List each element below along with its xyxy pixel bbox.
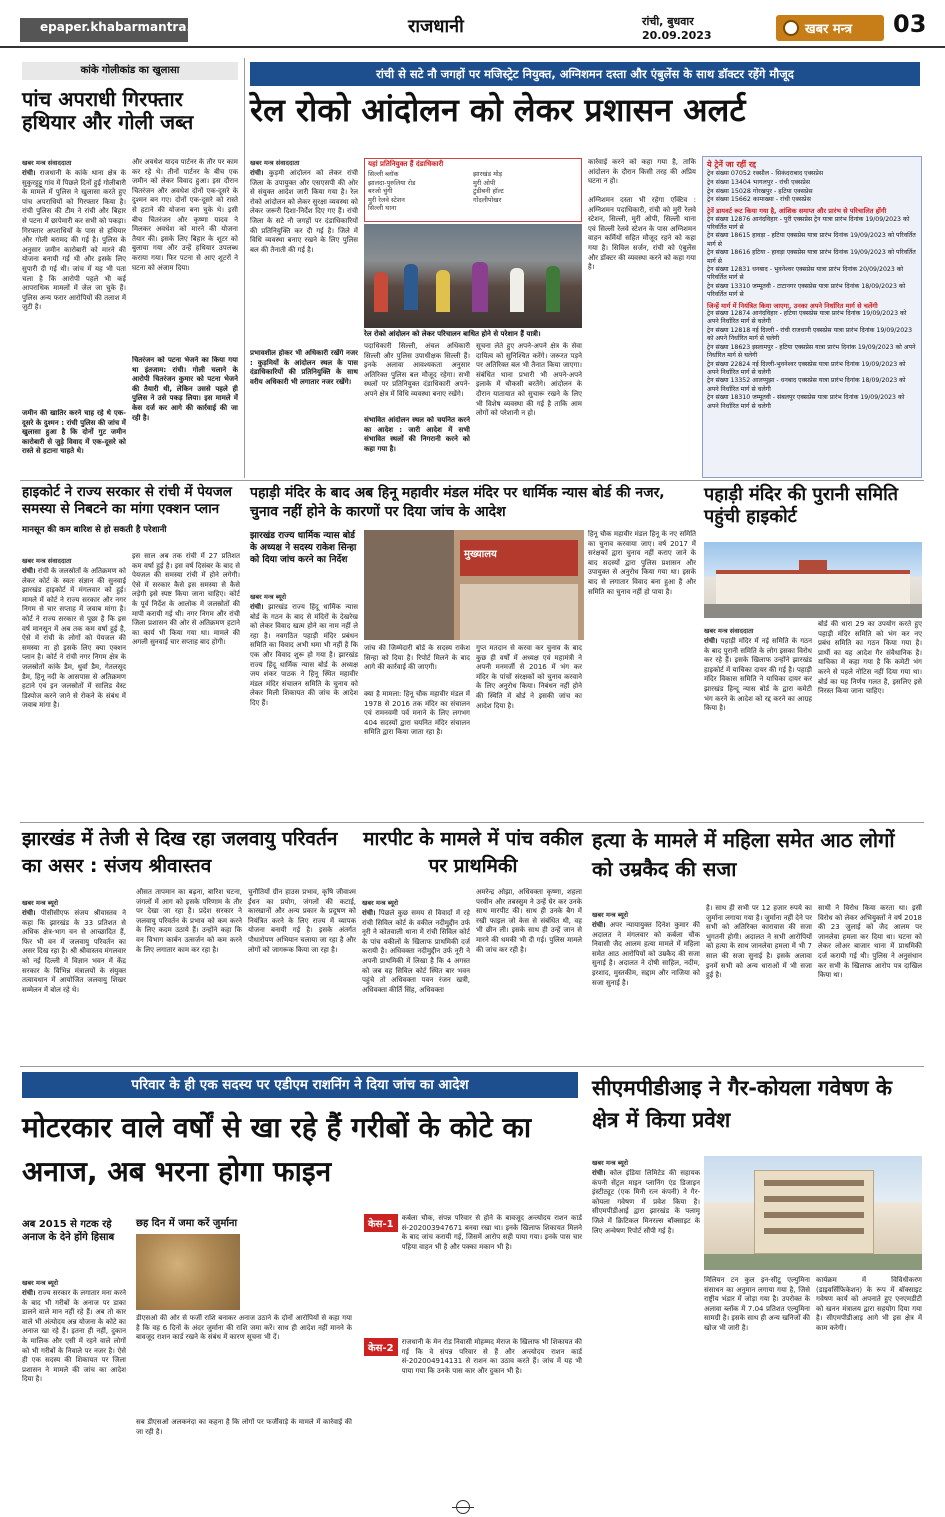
body-text: कुड़मी आंदोलन को लेकर रांची जिला के उपायुक्त और एसएसपी की ओर से संयुक्त आदेश जारी किया गया है। रेल रोको आंदोलन को लेकर सुरक्षा व्यवस्था को लेकर जरूरी दिशा-निर्देश दिए गए हैं। रांची जिला के सटे नौ जगहों पर दंडाधिकारियों की प्रतिनियुक्ति कर दी गई है। जिले में विधि व्यवस्था बनाए रखने के लिए पुलिस बल की तैनाती की गई है।: [250, 169, 358, 254]
dateline: रांची।: [22, 169, 36, 177]
cmpdi-photo: [704, 1156, 922, 1270]
murder-headline: हत्या के मामले में महिला समेत आठ लोगों को उम्रकैद की सजा: [592, 828, 895, 881]
lawyer-body-1: [362, 909, 470, 1061]
kanke-col-2: [132, 158, 238, 476]
diverted-row: ट्रेन संख्या 13310 जम्मूतवी - टाटानगर एक्सप्रेस यात्रा प्रारंभ दिनांक 18/09/2023 को परिवर्तित मार्ग से: [707, 282, 906, 299]
water-strap: मानसून की कम बारिश से हो सकती है परेशानी: [22, 525, 167, 535]
dateline: रांची।: [592, 921, 606, 929]
late-row: ट्रेन संख्या 18310 जम्मूतवी - संबलपुर एक्सप्रेस यात्रा प्रारंभ दिनांक 19/09/2023 को अपने निर्धारित मार्ग से चलेगी: [707, 394, 905, 410]
late-title: जिन्हें मार्ग में नियंत्रित किया जाएगा, उनका अपने निर्धारित मार्ग से चलेंगी: [707, 301, 878, 310]
site-item: मुरी ओपी: [473, 178, 496, 187]
late-row: ट्रेन संख्या 13352 आलप्पुझा - धनबाद एक्सप्रेस यात्रा प्रारंभ दिनांक 18/09/2023 को अपने निर्धारित मार्ग से चलेगी: [707, 377, 906, 393]
body-text: अपर न्यायायुक्त दिनेश कुमार की अदालत ने मंगलवार को कर्बला चौक निवासी जैद आलम हत्या मामले में महिला समेत आठ आरोपियों को उम्रकैद की सजा सुनाई है। अदालत ने दोषी साहिल, नदीम, इरशाद, मुस्तकीम, सद्दाम और नाजिया को सजा सुनाई है।: [592, 921, 700, 987]
late-row: ट्रेन संख्या 12874 आनंदविहार - हटिया एक्सप्रेस यात्रा प्रारंभ दिनांक 19/09/2023 को अपने निर्धारित मार्ग से चलेगी: [707, 310, 907, 326]
kanke-body-2: और अवधेश यादव पार्टनर के तौर पर काम कर रहे थे। तीनों पार्टनर के बीच एक जमीन को लेकर विवाद हुआ। इस दौरान चितरंजन और अवधेश दोनों एक-दूसरे के दुश्मन बन गए। दोनों एक-दूसरे को रास्ते से हटाने की योजना बना चुके थे। इसी बीच चितरंजन और कृष्णा यादव ने मिलकर अवधेश को मारने की योजना तैयार की। इसके लिए बिहार के शूटर को बुलाया गया और उन्हें हथियार उपलब्ध कराया गया। फिर पटना से आए शूटरों ने घटना को अंजाम दिया।: [132, 158, 238, 272]
climate-col-3: चुनौतियों ग्रीन हाउस प्रभाव, कृषि जीवाश्म ईंधन का प्रयोग, जंगलों की कटाई, कारखानों और अन्य प्रकार के प्रदूषण को नियंत्रित करने के लिए राज्य में व्यापक योजना बनायी गई है। इसके अंतर्गत पौधारोपण अभियान चलाया जा रहा है और लोगों को जागरूक किया जा रहा है।: [248, 888, 356, 954]
murder-col-2: है। साथ ही सभी पर 12 हजार रुपये का जुर्माना लगाया गया है। जुर्माना नहीं देने पर सभी को अतिरिक्त कारावास की सजा भुगतनी होगी। अदालत ने सभी आरोपियों को हत्या के साथ जानलेवा हमला में भी 7 साल की सजा सुनाई है। इसके अलावा इनमें सभी को अन्य धाराओं में भी सजा हुई है।: [706, 904, 812, 980]
pahadi-body-2: जांच की जिम्मेदारी बोर्ड के सदस्य राकेश सिन्हा को दिया है। रिपोर्ट मिलने के बाद आगे की कार्रवाई की जाएगी।: [364, 644, 470, 672]
site-item: झारखंड मोड़: [473, 170, 503, 178]
rail-sub-4: अग्निशमन दस्ता भी रहेगा एक्टिव : अग्निशमन पदाधिकारी, रांची को मुरी रेलवे स्टेशन, सिल्ली, मुरी ओपी, सिल्ली थाना एवं सिल्ली रेलवे स्टेशन के पास अग्निशमन वाहन कर्मियों सहित मौजूद रहने को कहा गया है। सिविल सर्जन, रांची को एंबुलेंस और डॉक्टर की व्यवस्था करने को कहा गया है।: [588, 196, 696, 272]
grain-col-1: [22, 1278, 126, 1496]
climate-headline: झारखंड में तेजी से दिख रहा जलवायु परिवर्तन का असर : संजय श्रीवास्तव: [22, 828, 338, 877]
body-text: राजधानी के कांके थाना क्षेत्र के सुकुरहुट्टू गांव में पिछले दिनों हुई गोलीबारी के मामले में पुलिस ने खुलासा करते हुए पांच अपराधियों को गिरफ्तार किया है। रांची पुलिस की टीम ने रांची और बिहार से पटना में छापेमारी कर सभी को पकड़ा। गिरफ्तार अपराधियों के पास से हथियार और गोली बरामद की गई है। पुलिस के अनुसार जमीन कारोबारी को मारने की योजना बनायी गई थी और इसके लिए सुपारी दी गई थी। जांच में यह भी पता चला है कि आरोपी पहले भी कई आपराधिक मामलों में जेल जा चुके हैं। पुलिस अन्य फरार आरोपियों की तलाश में जुटी है।: [22, 169, 126, 312]
rail-body-4: कार्रवाई करने को कहा गया है, ताकि आंदोलन के दौरान किसी तरह की अप्रिय घटना न हो।: [588, 158, 696, 186]
dateline: रांची।: [592, 1169, 606, 1177]
grain-banner: [22, 1072, 578, 1098]
kanke-kicker-box: [22, 62, 238, 80]
byline: खबर मन्त्र संवाददाता: [250, 159, 300, 167]
city-day: रांची, बुधवार: [642, 15, 694, 28]
site-item: टुंडीबनी हॉल्ट: [473, 187, 504, 196]
grain-body-2: डीएसओ की ओर से फर्जी राशि बनाकर अनाज उठाने के दोनों आरोपियों से कहा गया है कि वह 6 दिनों के अंदर जुर्माना की राशि जमा करें। साथ ही आदेश नहीं मानने के बावजूद राशन कार्ड रखने के संबंध में कारण सूचना भी दें।: [136, 1314, 352, 1342]
grain-photo: [136, 1234, 240, 1310]
body-text: राज्य सरकार के लगातार मना करने के बाद भी गरीबों के अनाज पर डाका डालने वाले मान नहीं रहे हैं। अब तो कार वाले भी अंत्योदय अन्न योजना के कोटे का अनाज खा रहे हैं। इतना ही नहीं, दुकान के मालिक और एसी में रहने वाले लोगों को भी गरीबों के निवाले पर नजर है। ऐसे ही एक सदस्य की शिकायत पर जिला प्रशासन ने मामले की जांच का आदेश दिया है।: [22, 1289, 126, 1384]
divider: [20, 822, 924, 823]
body-text: रांची के जलस्रोतों के अतिक्रमण को लेकर कोर्ट के स्वतः संज्ञान की सुनवाई झारखंड हाइकोर्ट में मंगलवार को हुई। मामले में कोर्ट ने राज्य सरकार और नगर निगम से चार सप्ताह में जवाब मांगा है। कोर्ट ने राज्य सरकार से पूछा है कि इस वर्ष मानसून में अब तक कम वर्षा हुई है, ऐसे में रांची के लोगों को पेयजल की समस्या ना हो इसके लिए क्या एक्शन प्लान है। कोर्ट ने रांची नगर निगम क्षेत्र के जलस्रोतों कांके डैम, धुर्वा डैम, गेतलसूद डैम, हिनू नदी के आसपास से अतिक्रमण हटाने एवं इन जलस्रोतों में सालिड वेस्ट डिस्पोज करने जाने से रोकने के संबंध में जवाब मांगा है।: [22, 567, 126, 710]
dateline: रांची।: [22, 909, 36, 917]
murder-col-3: साथी ने विरोध किया करता था। इसी विरोध को लेकर अभियुक्तों ने वर्ष 2018 की 23 जुलाई को जैद आलम पर जानलेवा हमला कर दिया था। घटना को लेकर लोअर बाजार थाना में प्राथमिकी दर्ज करायी गई थी। पुलिस ने अनुसंधान कर सभी के खिलाफ आरोप पत्र दाखिल किया था।: [818, 904, 922, 980]
brand-logo-icon: [783, 20, 799, 36]
lawyer-headline: मारपीट के मामले में पांच वकील पर प्राथमिकी: [363, 828, 583, 877]
grain-sub: अब 2015 से गटक रहे अनाज के देने होंगे हिसाब: [22, 1219, 115, 1243]
site-item: सिल्ली ब्लॉक: [368, 170, 399, 178]
kanke-sub-2: चितरंजन को पटना भेजने का किया गया था इंतजाम: रांची। गोली चलाने के आरोपी चितरंजन कुमार को पटना भेजने की तैयारी थी, लेकिन उससे पहले ही पुलिस ने उसे पकड़ लिया। इस मामले में केस दर्ज कर आगे की कार्रवाई की जा रही है।: [132, 356, 238, 422]
train-row: ट्रेन संख्या 07052 रक्सौल - सिकंदराबाद एक्सप्रेस: [707, 170, 824, 177]
signboard-text: मुख्यालय: [464, 549, 497, 560]
water-col-2: इस साल अब तक रांची में 27 प्रतिशत कम वर्षा हुई है। इस वर्ष दिसंबर के बाद से पेयजल की समस्या रांची में होने लगेगी। ऐसे में सरकार कैसे इस समस्या से कैसे लड़ेगी इसे स्पष्ट किया जाना चाहिए। कोर्ट के पूर्व निर्देश के आलोक में जलस्रोतों की मापी करायी गई थी। नगर निगम और रांची जिला प्रशासन की ओर से अतिक्रमण हटाने का कार्य भी किया गया था। मामले की अगली सुनवाई चार सप्ताह बाद होगी।: [132, 552, 240, 647]
rail-strap-text: रांची से सटे नौ जगहों पर मजिस्ट्रेट नियुक्त, अग्निशमन दस्ता और एंबुलेंस के साथ डॉक्टर रहेंगे मौजूद: [376, 67, 794, 81]
grain-case-1: [364, 1214, 582, 1334]
site-item: झालदा-पुरुलिया रोड: [368, 178, 416, 187]
cmpdi-col-1: [592, 1158, 700, 1496]
climate-col-2: औसत तापमान का बढ़ना, बारिश घटना, जंगलों में आग को इसके परिणाम के तौर पर देखा जा रहा है। प्रदेश सरकार ने जलवायु परिवर्तन के प्रभाव को कम करने के लिए कदम उठाये हैं। उन्होंने कहा कि वन विभाग कार्बन उत्सर्जन को कम करने के लिए लगातार काम कर रहा है।: [136, 888, 242, 954]
byline: खबर मन्त्र संवाददाता: [22, 557, 72, 565]
pahadi-kicker: झारखंड राज्य धार्मिक न्यास बोर्ड के अध्यक्ष ने सदस्य राकेश सिन्हा को दिया जांच करने का निर्देश: [250, 531, 357, 565]
lawyer-col-2: अमरेन्द्र ओझा, अधिवक्ता कृष्णा, शहला परवीन और तबस्सुम ने उन्हें घेर कर उनके साथ मारपीट की। साथ ही उनके बैग में रखी फाइल जो केस से संबंधित थी, वह भी छीन ली। इसके साथ ही उन्हें जान से मारने की धमकी भी दी गई। पुलिस मामले की जांच कर रही है।: [476, 888, 582, 954]
byline: खबर मन्त्र ब्यूरो: [22, 1279, 59, 1287]
registration-mark-cross: [452, 1507, 474, 1508]
late-row: ट्रेन संख्या 18623 इस्लामपुर - हटिया एक्सप्रेस यात्रा प्रारंभ दिनांक 19/09/2023 को अपने निर्धारित मार्ग से चलेगी: [707, 343, 916, 360]
grain-box-title: छह दिन में जमा करें जुर्माना: [136, 1218, 238, 1229]
highcourt-photo: [704, 542, 922, 618]
pahadi-headline: पहाड़ी मंदिर के बाद अब हिनू महावीर मंडल मंदिर पर धार्मिक न्यास बोर्ड की नजर, चुनाव नहीं होने के कारणों पर दिया जांच के आदेश: [250, 485, 665, 520]
divider: [20, 480, 924, 481]
divider: [20, 1066, 924, 1067]
body-text: पिछले कुछ समय से विवादों में रहे रांची सिविल कोर्ट के वकील नदीमुद्दीन उर्फ नूरी ने कोतवाली थाना में रांची सिविल कोर्ट के पांच वकीलों के खिलाफ प्राथमिकी दर्ज करायी है। अधिवक्ता नदीमुद्दीन उर्फ नूरी ने अपनी प्राथमिकी में लिखा है कि 4 अगस्त को जब वह सिविल कोर्ट स्थित बार भवन पहुंचे तो अधिवक्ता पवन रंजन खत्री, अधिवक्ता कीर्ति सिंह, अधिवक्ता: [362, 909, 470, 994]
pahadi-hc-headline: पहाड़ी मंदिर की पुरानी समिति पहुंची हाइकोर्ट: [704, 484, 899, 527]
grain-sub-2: सब डीएसओ अलकनंदा का कहना है कि लोगों पर फर्जीवाड़े के मामले में कार्रवाई की जा रही है।: [136, 1418, 352, 1436]
rail-sites-title: यहां प्रतिनियुक्त हैं दंडाधिकारी: [368, 160, 444, 168]
byline: खबर मन्त्र संवाददाता: [704, 627, 754, 635]
dateline: रांची।: [250, 169, 264, 177]
dateline: रांची।: [704, 637, 718, 645]
diverted-title: ट्रेनें डायवर्ट रूट किया गया है, आंशिक समाप्त और प्रारंभ से परिचालित होंगी: [707, 207, 887, 216]
issue-date: 20.09.2023: [642, 29, 712, 42]
rail-col-4: [588, 158, 696, 476]
cmpdi-body-1: [592, 1169, 700, 1495]
water-body-1: [22, 567, 126, 817]
body-text: कोल इंडिया लिमिटेड की सहायक कंपनी सेंट्रल माइन प्लानिंग एंड डिजाइन इंस्टीट्यूट (एक मिनी रत्न कंपनी) ने गैर-कोयला गवेषण में प्रवेश किया है। सीएमपीडीआई द्वारा झारखंड के पलामू जिले में क्रिटिकल मिनरल्स बॉक्साइट के लिए अन्वेषण रिपोर्ट सौंपी गई है।: [592, 1169, 700, 1235]
pahadi-col-3: गुप्त मतदान से करवा कर चुनाव के बाद कुछ ही वर्षों में अध्यक्ष एवं महामंत्री ने अपनी मनमर्जी से 2016 में भंग कर मंदिर के पांचों संरक्षकों को चुनाव करवाने के लिए अनुरोध किया। निबंधन नहीं होने की स्थिति में बोर्ड ने इसकी जांच का आदेश दिया है।: [476, 644, 582, 710]
pahadi-col-2: [364, 644, 470, 818]
section-title: राजधानी: [408, 16, 464, 37]
grain-banner-text: परिवार के ही एक सदस्य पर एडीएम राशनिंग ने दिया जांच का आदेश: [131, 1077, 469, 1093]
grain-body-1: [22, 1289, 126, 1495]
dateline: रांची।: [250, 603, 264, 611]
divider: [244, 58, 245, 478]
kanke-body-1: [22, 169, 126, 409]
pahadi-body-1: [250, 603, 358, 817]
rail-sites-box: [364, 158, 582, 222]
rail-train-box: [702, 156, 922, 478]
page-number: 03: [893, 10, 927, 38]
byline: खबर मन्त्र ब्यूरो: [250, 593, 287, 601]
rail-sites-list: [365, 170, 581, 213]
pahadi-col-1: [250, 592, 358, 818]
case1-badge: केस-1: [364, 1214, 398, 1232]
byline: खबर मन्त्र ब्यूरो: [592, 1159, 629, 1167]
body-text: झारखंड राज्य हिंदू धार्मिक न्यास बोर्ड के गठन के बाद से मंदिरों के देखरेख को लेकर विवाद खत्म होने का नाम नहीं ले रहा है। नवगठित पहाड़ी मंदिर प्रबंधन समिति का विवाद अभी थमा भी नहीं है कि एक और विवाद शुरू हो गया है। झारखंड राज्य हिंदू धार्मिक न्यास बोर्ड के अध्यक्ष जय शंकर पाठक ने हिनू स्थित महावीर मंडल मंदिर संचालन समिति के चुनाव को लेकर मिली शिकायत की जांच के आदेश दिए हैं।: [250, 603, 358, 707]
byline: खबर मन्त्र ब्यूरो: [592, 911, 629, 919]
case2-badge: केस-2: [364, 1338, 398, 1356]
site-item: मुरी रेलवे स्टेशन: [368, 195, 405, 204]
diverted-row: ट्रेन संख्या 12876 आनंदविहार - पुरी एक्सप्रेस ट्रेन यात्रा प्रारंभ दिनांक 19/09/2023 को परिवर्तित मार्ग से: [707, 215, 910, 231]
dateline: रांची।: [22, 567, 36, 575]
murder-col-1: [592, 910, 700, 1062]
water-headline: हाइकोर्ट ने राज्य सरकार से रांची में पेयजल समस्या से निबटने का मांगा एक्शन प्लान: [22, 484, 232, 517]
kanke-kicker: कांके गोलीकांड का खुलासा: [80, 65, 180, 76]
climate-col-1: [22, 898, 126, 1062]
masthead: [0, 0, 945, 48]
cmpdi-col-2: मिलियन टन कुल इन-सीटू एल्युमिना संसाधन का अनुमान लगाया गया है, जिसे राष्ट्रीय भंडार में जोड़ा गया है। उपरोक्त के अलावा ब्लॉक में 7.04 प्रतिशत एल्युमिना सामग्री है। इसके साथ ही अन्य खनिजों की खोज भी जारी है।: [704, 1276, 810, 1332]
diverted-row: ट्रेन संख्या 18615 हावड़ा - हटिया एक्सप्रेस यात्रा प्रारंभ दिनांक 19/09/2023 को परिवर्तित मार्ग से: [707, 232, 916, 248]
rail-photo: [364, 224, 582, 328]
climate-body-1: [22, 909, 126, 1061]
train-row: ट्रेन संख्या 15028 गोरखपुर - हटिया एक्सप्रेस: [707, 187, 813, 195]
brand-name: खबर मन्त्र: [805, 22, 853, 37]
dateline: रांची।: [22, 1289, 36, 1297]
grain-col-2: [136, 1314, 352, 1496]
site-item: बरजो चुंगी: [368, 187, 393, 196]
cmpdi-col-3: कार्यक्रम में विविधीकरण (डाइवर्सिफिकेशन) के रूप में बॉक्साइट गवेषण कार्य को अपनाते हुए एनएमडीटी को खनन मंत्रालय द्वारा सहयोग दिया गया है। सीएमपीडीआइ आगे भी इस क्षेत्र में काम करेगी।: [816, 1276, 922, 1332]
pahadi-photo: [364, 530, 584, 640]
pahadi-hc-body-1: [704, 637, 812, 817]
dateline: रांची।: [362, 909, 376, 917]
diverted-row: ट्रेन संख्या 12831 धनबाद - भुवनेश्वर एक्सप्रेस यात्रा प्रारंभ दिनांक 20/09/2023 को परिवर्तित मार्ग से: [707, 266, 904, 282]
case2-body: राजधानी के मेन रोड निवासी मोहम्मद मेराज के खिलाफ भी शिकायत की गई कि वे संपन्न परिवार से हैं और अन्त्योदय राशन कार्ड सं-202004914131 से राशन का उठाव करते हैं। जांच में यह भी पाया गया कि उनके पास कार और दुकान भी है।: [401, 1338, 582, 1375]
case1-body: कर्बला चौक, संपन्न परिवार से होने के बावजूद अन्त्योदय राशन कार्ड सं-202003947671 बनवा रखा था। इनके खिलाफ शिकायत मिलने के बाद जांच करायी गई, जिसमें आरोप सही पाया गया। इनके पास चार पहिया वाहन भी है और पक्का मकान भी है।: [401, 1214, 582, 1251]
pahadi-hc-col-2: बोर्ड की धारा 29 का उपयोग करते हुए पहाड़ी मंदिर समिति को भंग कर नए प्रबंध समिति का गठन किया गया है। प्रार्थी का यह आदेश गैर संवैधानिक है। याचिका में कहा गया है कि कमेटी भंग करने से पहले नोटिस नहीं दिया गया था। बोर्ड का यह निर्णय गलत है, इसलिए इसे निरस्त किया जाना चाहिए।: [818, 620, 922, 696]
rail-sub-1: प्रभावशील होकर भी अधिकारी रखेंगे नजर : कुड़मियों के आंदोलन स्थल के पास दंडाधिकारियों की प्रतिनियुक्ति के साथ वरीय अधिकारी भी लगातार नजर रखेंगे।: [250, 349, 358, 386]
pahadi-col-4: हिनू चौक महावीर मंडल हिनू के नए समिति का चुनाव करवाया जाए। वर्ष 2017 में सरंक्षकों द्वारा चुनाव नहीं कराए जाने के बाद सदस्यों द्वारा पुलिस प्रशासन और उपायुक्त से अनुरोध किया गया था। इसके बाद से लगातार विवाद बना हुआ है और समिति का चुनाव नहीं हो पाया है।: [588, 530, 696, 596]
site-item: सिल्ली थाना: [368, 204, 397, 213]
byline: खबर मन्त्र संवाददाता: [22, 159, 72, 167]
train-row: ट्रेन संख्या 15662 कामाख्या - रांची एक्सप्रेस: [707, 196, 811, 204]
kanke-col-1: [22, 158, 126, 476]
rail-col-2: [364, 342, 470, 476]
pahadi-hc-col-1: [704, 626, 812, 818]
byline: खबर मन्त्र ब्यूरो: [22, 899, 59, 907]
rail-body-1: [250, 169, 358, 349]
grain-case-2: [364, 1338, 582, 1496]
late-row: ट्रेन संख्या 22824 नई दिल्ली-भुवनेश्वर एक्सप्रेस यात्रा प्रारंभ दिनांक 19/09/2023 को अपने निर्धारित मार्ग से चलेगी: [707, 360, 906, 376]
rail-photo-caption: रेल रोको आंदोलन को लेकर परिचालन बाधित होने से परेशान हैं यात्री।: [364, 330, 541, 338]
rail-sub-2: संभावित आंदोलन स्थल को चयनित करने का आदेश : जारी आदेश में सभी संभावित स्थलों की निगरानी करने को कहा गया है।: [364, 416, 470, 453]
rail-strap: [250, 62, 920, 86]
water-col-1: [22, 556, 126, 818]
pahadi-sub-2: क्या है मामला: हिनू चौक महावीर मंडल में 1978 से 2016 तक मंदिर का संचालन एवं रामनवमी पर्व मनाने के लिए लगभग 404 सदस्यों द्वारा चयनित मंदिर संचालन समिति द्वारा किया जाता रहा है।: [364, 690, 470, 737]
kanke-headline: पांच अपराधी गिरफ्तार हथियार और गोली जब्त: [22, 87, 194, 134]
byline: खबर मन्त्र ब्यूरो: [362, 899, 399, 907]
train-box-title: ये ट्रेनें जा रहीं रद्द: [707, 160, 756, 169]
rail-col-1: [250, 158, 358, 476]
murder-body-1: [592, 921, 700, 1061]
rail-col-3: सूचना लेते हुए अपने-अपने क्षेत्र के सेवा दायित्व को सुनिश्चित करेंगे। जरूरत पड़ने पर अतिरिक्त बल भी तैनात किया जाएगा। संबंधित थाना प्रभारी भी अपने-अपने इलाके में चौकसी बरतेंगे। आंदोलन के दौरान यातायात को सुचारू रखने के लिए भी विशेष व्यवस्था की गई है ताकि आम लोगों को परेशानी न हो।: [476, 342, 582, 418]
rail-headline: रेल रोको आंदोलन को लेकर प्रशासन अलर्ट: [250, 91, 746, 129]
body-text: पीसीसीएफ संजय श्रीवास्तव ने कहा कि झारखंड के 33 प्रतिशत से अधिक क्षेत्र-भाग वन से आच्छादित हैं, फिर भी वन में जलवायु परिवर्तन का असर दिख रहा है। श्री श्रीवास्तव मंगलवार को नई दिल्ली में विज्ञान भवन में केंद्र सरकार के विभिन्न मंत्रालयों के संयुक्त तत्वावधान में आयोजित जलवायु शिखर सम्मेलन में बोल रहे थे।: [22, 909, 126, 994]
train-row: ट्रेन संख्या 13404 भागलपुर - रांची एक्सप्रेस: [707, 178, 811, 186]
late-row: ट्रेन संख्या 12818 नई दिल्ली - रांची राजधानी एक्सप्रेस यात्रा प्रारंभ दिनांक 19/09/2023 को अपने निर्धारित मार्ग से चलेगी: [707, 326, 913, 343]
cmpdi-headline: सीएमपीडीआइ ने गैर-कोयला गवेषण के क्षेत्र में किया प्रवेश: [592, 1076, 893, 1132]
lawyer-col-1: [362, 898, 470, 1062]
diverted-row: ट्रेन संख्या 18616 हटिया - हावड़ा एक्सप्रेस यात्रा प्रारंभ दिनांक 19/09/2023 को परिवर्तित मार्ग से: [707, 249, 916, 265]
kanke-sub-1: जमीन की खातिर करने चाह रहे थे एक-दूसरे के दुश्मन : रांची पुलिस की जांच में खुलासा हुआ है कि दोनों गुट जमीन कारोबारी से जुड़े विवाद में एक-दूसरे को रास्ते से हटाना चाहते थे।: [22, 409, 126, 456]
grain-headline: मोटरकार वाले वर्षों से खा रहे हैं गरीबों के कोटे का अनाज, अब भरना होगा फाइन: [22, 1111, 532, 1188]
site-url[interactable]: epaper.khabarmantra.net: [40, 20, 214, 34]
rail-body-2: पदाधिकारी सिल्ली, अंचल अधिकारी सिल्ली और पुलिस उपाधीक्षक सिल्ली हैं। इनके अलावा आवश्यकता अनुसार अतिरिक्त पुलिस बल मौजूद रहेगा। सभी स्थलों पर प्रतिनियुक्त दंडाधिकारी अपने-अपने क्षेत्र में विधि व्यवस्था बनाए रखेंगे।: [364, 342, 470, 398]
site-item: गोंदलीपोखर: [473, 195, 502, 204]
body-text: पहाड़ी मंदिर में नई समिति के गठन के बाद पुरानी समिति के लोग इसका विरोध कर रहे हैं। इसके खिलाफ उन्होंने झारखंड हाइकोर्ट में याचिका दायर की गई है। पहाड़ी मंदिर विकास समिति ने याचिका दायर कर झारखंड हिन्दू न्यास बोर्ड के द्वारा कमेटी भंग करने के आदेश को रद्द करने का आग्रह किया है।: [704, 637, 812, 713]
